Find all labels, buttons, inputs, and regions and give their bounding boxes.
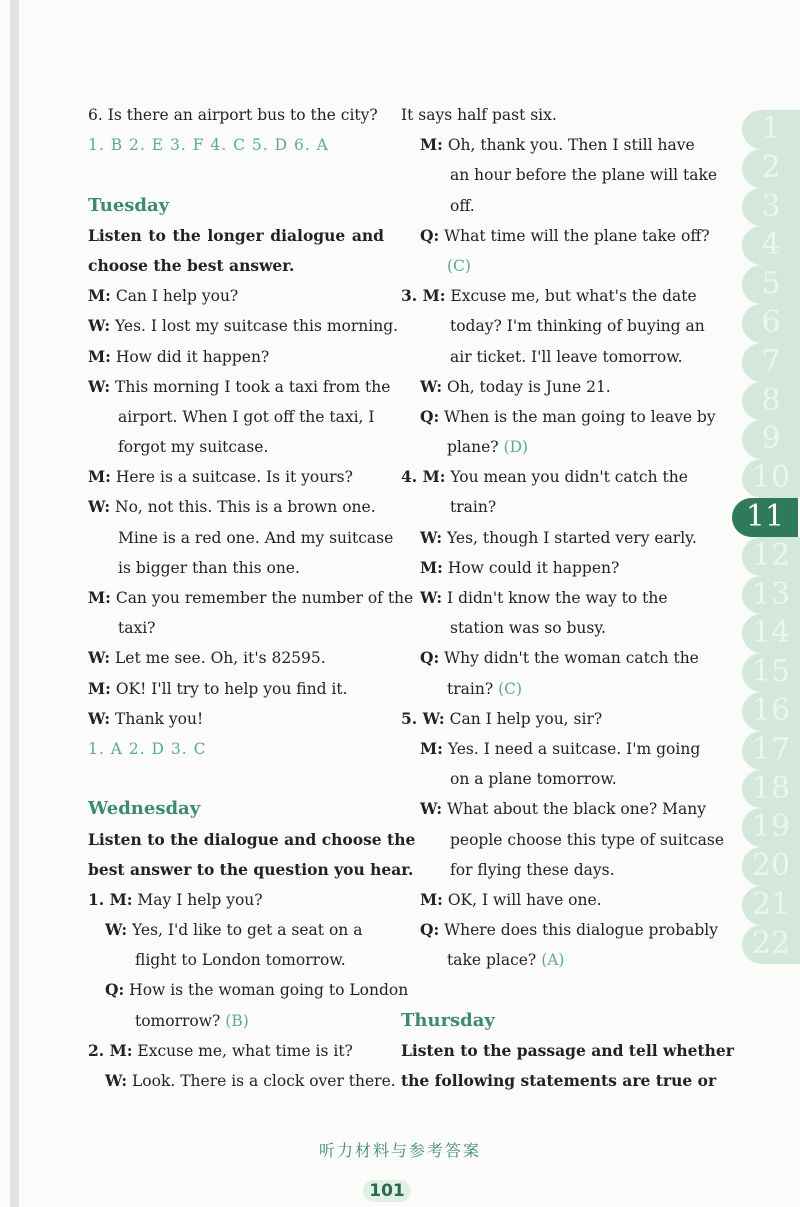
dialogue-line: W: Thank you!	[88, 708, 204, 728]
page-number: 101	[355, 1178, 419, 1204]
monday-answer-key: 1. B 2. E 3. F 4. C 5. D 6. A	[88, 136, 329, 155]
unit-tab-13[interactable]: 13	[742, 576, 800, 615]
speaker-label: W:	[88, 376, 111, 396]
speaker-label: M:	[420, 557, 443, 577]
unit-tab-19[interactable]: 19	[742, 808, 800, 847]
speaker-label: W:	[420, 376, 443, 396]
wednesday-heading: Wednesday	[88, 798, 201, 820]
speaker-label: W:	[105, 920, 128, 940]
dialogue-line: M: OK! I'll try to help you find it.	[88, 678, 348, 698]
unit-tab-7[interactable]: 7	[742, 343, 800, 382]
dialogue-line: W: This morning I took a taxi from the	[88, 376, 391, 396]
unit-tab-14[interactable]: 14	[742, 614, 800, 653]
speaker-label: M:	[88, 588, 111, 607]
speaker-label: W:	[88, 497, 111, 517]
dialogue-line: W: Yes, though I started very early.	[420, 527, 697, 547]
dialogue-line: W: I didn't know the way to the	[420, 588, 668, 607]
dialogue-line: is bigger than this one.	[118, 558, 300, 577]
dialogue-line: Q: When is the man going to leave by	[420, 406, 716, 426]
dialogue-line: W: What about the black one? Many	[420, 799, 706, 819]
speaker-label: M:	[88, 467, 111, 487]
left-column	[88, 100, 416, 1096]
dialogue-line: M: How did it happen?	[88, 346, 270, 366]
unit-tab-21[interactable]: 21	[742, 886, 800, 925]
thursday-instruction-line-1: Listen to the passage and tell whether	[401, 1040, 734, 1060]
dialogue-line: off.	[450, 196, 475, 215]
unit-tab-16[interactable]: 16	[742, 692, 800, 731]
dialogue-line: W: Look. There is a clock over there.	[105, 1071, 396, 1090]
thursday-heading: Thursday	[401, 1009, 495, 1031]
dialogue-line: Q: Why didn't the woman catch the	[420, 648, 699, 668]
unit-tab-1[interactable]: 1	[742, 110, 800, 149]
unit-tab-12[interactable]: 12	[742, 537, 800, 576]
dialogue-line: station was so busy.	[450, 619, 606, 638]
dialogue-line: Q: What time will the plane take off?	[420, 225, 710, 245]
tuesday-heading: Tuesday	[88, 194, 170, 216]
wednesday-instruction-line-1: Listen to the dialogue and choose the	[88, 829, 416, 849]
dialogue-line: for flying these days.	[450, 860, 615, 879]
dialogue-line: W: No, not this. This is a brown one.	[88, 497, 376, 517]
dialogue-line: air ticket. I'll leave tomorrow.	[450, 347, 683, 366]
dialogue-line: M: How could it happen?	[420, 557, 620, 577]
speaker-label: Q:	[105, 980, 125, 1000]
question-6: 6. Is there an airport bus to the city?	[88, 106, 378, 124]
answer-mark: (C)	[447, 256, 471, 275]
tuesday-answer-key: 1. A 2. D 3. C	[88, 739, 207, 758]
dialogue-line: 5. W: Can I help you, sir?	[401, 708, 603, 728]
dialogue-line: an hour before the plane will take	[450, 166, 718, 185]
dialogue-line: W: Oh, today is June 21.	[420, 376, 611, 396]
dialogue-line: W: Yes, I'd like to get a seat on a	[105, 920, 363, 940]
dialogue-line: people choose this type of suitcase	[450, 830, 725, 849]
speaker-label: 1. M:	[88, 889, 133, 909]
dialogue-line: M: Here is a suitcase. Is it yours?	[88, 467, 353, 487]
unit-tab-3[interactable]: 3	[742, 188, 800, 227]
unit-tab-2[interactable]: 2	[742, 149, 800, 188]
dialogue-line: airport. When I got off the taxi, I	[118, 407, 375, 426]
speaker-label: M:	[88, 286, 111, 306]
unit-tab-11[interactable]: 11	[732, 498, 798, 537]
speaker-label: Q:	[420, 648, 440, 668]
unit-tab-18[interactable]: 18	[742, 770, 800, 809]
unit-tab-6[interactable]: 6	[742, 304, 800, 343]
speaker-label: 4. M:	[401, 467, 446, 487]
dialogue-line: train? (C)	[447, 679, 523, 698]
speaker-label: W:	[105, 1071, 128, 1090]
dialogue-line: 1. M: May I help you?	[88, 889, 263, 909]
speaker-label: 2. M:	[88, 1040, 133, 1060]
speaker-label: M:	[420, 738, 443, 758]
speaker-label: M:	[88, 346, 111, 366]
answer-mark: (D)	[503, 438, 529, 457]
tuesday-instruction-line-2: choose the best answer.	[88, 255, 295, 275]
speaker-label: M:	[88, 678, 111, 698]
dialogue-line: It says half past six.	[401, 106, 557, 124]
dialogue-line: plane? (D)	[447, 438, 529, 457]
dialogue-line: Q: How is the woman going to London	[105, 980, 409, 1000]
answer-mark: (B)	[225, 1011, 249, 1030]
speaker-label: W:	[420, 588, 443, 607]
speaker-label: 5. W:	[401, 708, 445, 728]
speaker-label: W:	[88, 316, 111, 336]
dialogue-line: take place? (A)	[447, 951, 565, 970]
speaker-label: Q:	[420, 920, 440, 940]
unit-tab-8[interactable]: 8	[742, 382, 800, 421]
dialogue-line: 2. M: Excuse me, what time is it?	[88, 1040, 353, 1060]
footer-title: 听力材料与参考答案	[318, 1141, 481, 1160]
dialogue-line: M: Can I help you?	[88, 286, 239, 306]
dialogue-line: W: Yes. I lost my suitcase this morning.	[88, 316, 399, 336]
tuesday-instruction-line-1: Listen to the longer dialogue and	[88, 225, 384, 245]
dialogue-line: 3. M: Excuse me, but what's the date	[401, 286, 697, 306]
dialogue-line: forgot my suitcase.	[118, 438, 269, 457]
speaker-label: M:	[420, 889, 443, 909]
dialogue-line: taxi?	[118, 619, 156, 638]
speaker-label: 3. M:	[401, 286, 446, 306]
dialogue-line: M: Oh, thank you. Then I still have	[420, 135, 695, 155]
dialogue-line: Q: Where does this dialogue probably	[420, 920, 719, 940]
unit-tab-17[interactable]: 17	[742, 731, 800, 770]
unit-tab-9[interactable]: 9	[742, 420, 800, 459]
dialogue-line: M: OK, I will have one.	[420, 889, 602, 909]
dialogue-line: on a plane tomorrow.	[450, 770, 617, 789]
speaker-label: Q:	[420, 406, 440, 426]
unit-tab-15[interactable]: 15	[742, 653, 800, 692]
speaker-label: Q:	[420, 225, 440, 245]
speaker-label: M:	[420, 135, 443, 155]
speaker-label: W:	[88, 708, 111, 728]
tuesday-dialogue	[88, 281, 414, 734]
unit-tab-5[interactable]: 5	[742, 265, 800, 304]
dialogue-line: today? I'm thinking of buying an	[450, 317, 705, 336]
answer-mark: (C)	[498, 679, 523, 698]
dialogue-line: tomorrow? (B)	[135, 1011, 249, 1030]
dialogue-line: 4. M: You mean you didn't catch the	[401, 467, 688, 487]
unit-tab-22[interactable]: 22	[742, 925, 800, 964]
speaker-label: W:	[420, 527, 443, 547]
dialogue-line: train?	[450, 498, 497, 517]
right-column	[401, 100, 734, 1096]
speaker-label: W:	[420, 799, 443, 819]
unit-tab-20[interactable]: 20	[742, 847, 800, 886]
dialogue-line: M: Can you remember the number of the	[88, 588, 414, 607]
dialogue-line: Mine is a red one. And my suitcase	[118, 528, 394, 547]
unit-tab-strip	[742, 110, 800, 964]
speaker-label: W:	[88, 648, 111, 668]
thursday-instruction-line-2: the following statements are true or	[401, 1071, 717, 1090]
dialogue-line: M: Yes. I need a suitcase. I'm going	[420, 738, 701, 758]
page-edge-strip	[10, 0, 19, 1207]
dialogue-line: flight to London tomorrow.	[135, 951, 346, 970]
wednesday-instruction-line-2: best answer to the question you hear.	[88, 859, 414, 879]
unit-tab-10[interactable]: 10	[742, 459, 800, 498]
dialogue-line: W: Let me see. Oh, it's 82595.	[88, 648, 326, 668]
answer-mark: (A)	[541, 951, 565, 970]
unit-tab-4[interactable]: 4	[742, 226, 800, 265]
